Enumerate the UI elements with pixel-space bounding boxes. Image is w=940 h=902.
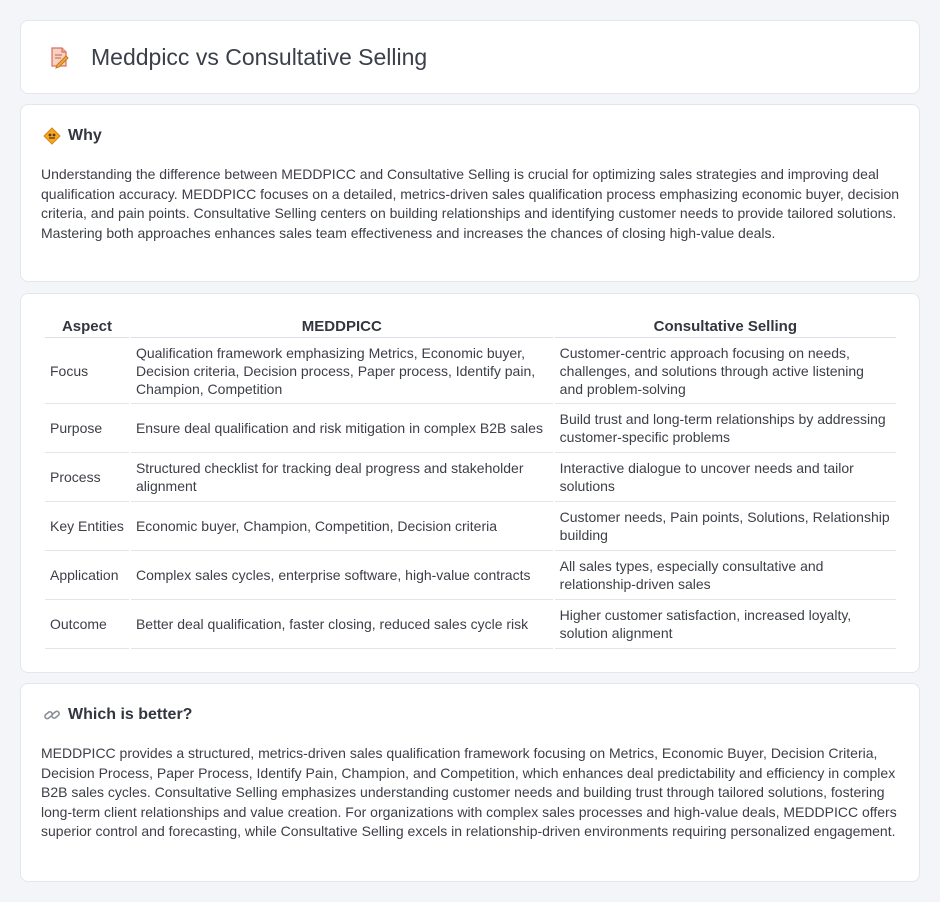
which-is-better-section (20, 683, 920, 882)
row-meddpicc: Structured checklist for tracking deal progress and stakeholder alignment (131, 453, 553, 502)
row-consultative: Interactive dialogue to uncover needs and tailor solutions (555, 453, 896, 502)
row-meddpicc: Ensure deal qualification and risk mitigation in complex B2B sales (131, 404, 553, 453)
row-consultative: Customer needs, Pain points, Solutions, Relationship building (555, 502, 896, 551)
row-meddpicc: Qualification framework emphasizing Metrics, Economic buyer, Decision criteria, Decision process, Paper process, Identify pain, Champion, Competition (131, 338, 553, 404)
table-row (45, 338, 896, 404)
header-aspect: Aspect (45, 316, 129, 338)
link-icon (43, 706, 61, 724)
table-row (45, 600, 896, 649)
row-consultative: Build trust and long-term relationships by addressing customer-specific problems (555, 404, 896, 453)
document-pen-icon (47, 45, 71, 69)
row-aspect: Application (45, 551, 129, 600)
row-aspect: Key Entities (45, 502, 129, 551)
table-header-row (45, 316, 896, 338)
row-consultative: All sales types, especially consultative and relationship-driven sales (555, 551, 896, 600)
comparison-table (43, 316, 898, 649)
row-aspect: Purpose (45, 404, 129, 453)
row-aspect: Focus (45, 338, 129, 404)
comparison-section (20, 293, 920, 673)
better-text: MEDDPICC provides a structured, metrics-driven sales qualification framework focusing on Metrics, Economic Buyer, Decision Criteria, Decision Process, Paper Process, Identify Pain, Champion, and Competition, which enhances deal predictability and efficiency in complex B2B sales cycles. Consultative Selling emphasizes understanding customer needs and building trust through tailored solutions, fostering long-term client relationships and value creation. For organizations with complex sales processes and high-value deals, MEDDPICC offers superior control and forecasting, while Consultative Selling excels in relationship-driven environments requiring personalized engagement. (41, 745, 897, 839)
row-consultative: Higher customer satisfaction, increased loyalty, solution alignment (555, 600, 896, 649)
better-heading: Which is better? (68, 706, 193, 723)
table-row (45, 502, 896, 551)
table-row (45, 551, 896, 600)
row-aspect: Process (45, 453, 129, 502)
table-row (45, 453, 896, 502)
page-title: Meddpicc vs Consultative Selling (91, 43, 428, 70)
why-section (20, 104, 920, 282)
why-text: Understanding the difference between MEDDPICC and Consultative Selling is crucial for optimizing sales strategies and improving deal qualification accuracy. MEDDPICC focuses on a detailed, metrics-driven sales qualification process emphasizing economic buyer, decision criteria, and pain points. Consultative Selling centers on building relationships and identifying customer needs to provide tailored solutions. Mastering both approaches enhances sales team effectiveness and increases the chances of closing high-value deals. (41, 166, 900, 241)
row-meddpicc: Better deal qualification, faster closing, reduced sales cycle risk (131, 600, 553, 649)
title-card (20, 20, 920, 94)
row-meddpicc: Complex sales cycles, enterprise software, high-value contracts (131, 551, 553, 600)
row-aspect: Outcome (45, 600, 129, 649)
why-heading: Why (68, 127, 102, 144)
row-consultative: Customer-centric approach focusing on needs, challenges, and solutions through active listening and problem-solving (555, 338, 896, 404)
diamond-sign-icon (43, 127, 61, 145)
row-meddpicc: Economic buyer, Champion, Competition, Decision criteria (131, 502, 553, 551)
header-consultative: Consultative Selling (555, 316, 896, 338)
header-meddpicc: MEDDPICC (131, 316, 553, 338)
table-row (45, 404, 896, 453)
